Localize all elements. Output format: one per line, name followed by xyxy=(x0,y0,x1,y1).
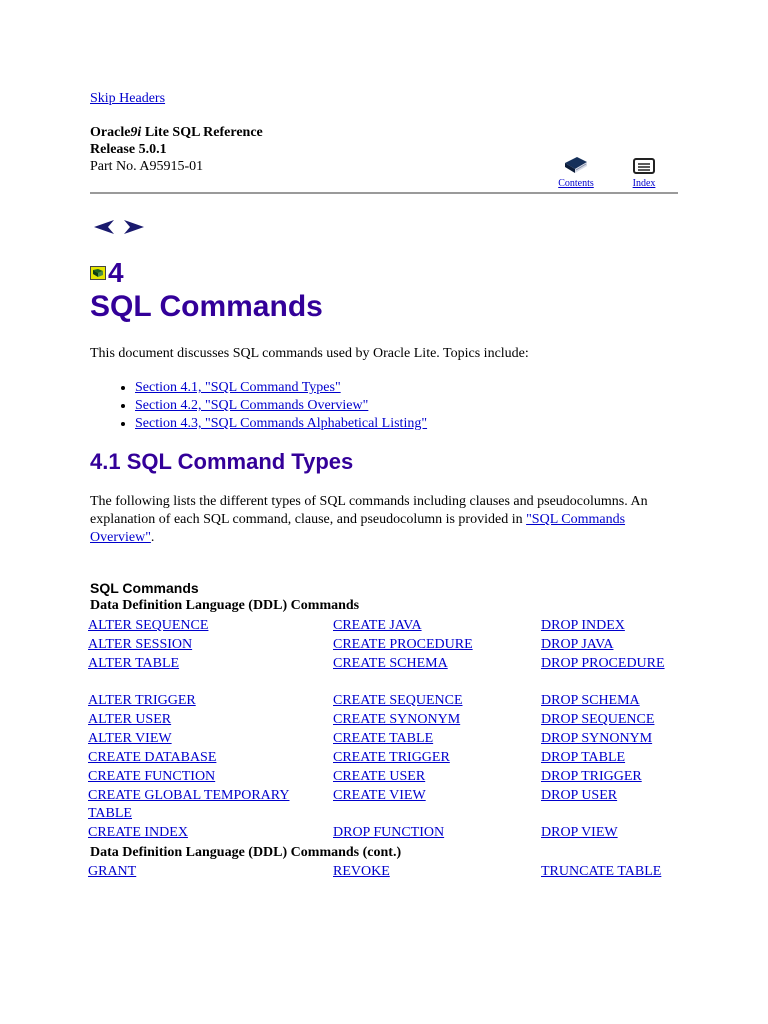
table-cell xyxy=(541,768,691,786)
intro-text: This document discusses SQL commands used by Oracle Lite. Topics include: xyxy=(90,346,529,361)
command-link-create-database[interactable]: CREATE DATABASE xyxy=(88,750,217,765)
table-row xyxy=(88,863,688,882)
index-nav-link[interactable]: Index xyxy=(626,156,662,189)
chapter-book-icon xyxy=(90,266,106,283)
table-cell xyxy=(333,636,533,654)
command-link-truncate-table[interactable]: TRUNCATE TABLE xyxy=(541,864,662,879)
contents-nav-link[interactable]: Contents xyxy=(556,154,596,189)
table-row xyxy=(88,692,688,711)
table-cell xyxy=(541,749,691,767)
ddl-commands-table xyxy=(88,617,688,843)
table-cell xyxy=(88,824,318,842)
table-cell xyxy=(541,655,691,673)
command-link-drop-schema[interactable]: DROP SCHEMA xyxy=(541,693,640,708)
table-cell xyxy=(88,730,318,748)
command-link-drop-synonym[interactable]: DROP SYNONYM xyxy=(541,731,653,746)
table-row xyxy=(88,749,688,768)
previous-arrow-icon[interactable] xyxy=(93,218,115,241)
command-link-create-view[interactable]: CREATE VIEW xyxy=(333,788,426,803)
command-link-alter-user[interactable]: ALTER USER xyxy=(88,712,172,727)
command-link-create-user[interactable]: CREATE USER xyxy=(333,769,426,784)
command-link-drop-trigger[interactable]: DROP TRIGGER xyxy=(541,769,642,784)
release-number: Release 5.0.1 xyxy=(90,142,167,157)
section-paragraph: The following lists the different types of SQL commands including clauses and pseudocolumns. An explanation of each SQL command, clause, and pseudocolumn is provided in "SQL Commands Overview". xyxy=(90,494,648,545)
index-icon xyxy=(632,156,656,176)
table-cell xyxy=(541,636,691,654)
table-cell xyxy=(333,711,533,729)
table-row xyxy=(88,824,688,843)
table-row xyxy=(88,636,688,655)
ddl-cont-label: Data Definition Language (DDL) Commands (cont.) xyxy=(90,845,402,860)
section-heading: 4.1 SQL Command Types xyxy=(90,449,354,474)
command-link-create-trigger[interactable]: CREATE TRIGGER xyxy=(333,750,450,765)
command-link-create-sequence[interactable]: CREATE SEQUENCE xyxy=(333,693,463,708)
skip-headers-link[interactable]: Skip Headers xyxy=(90,91,166,106)
chapter-heading xyxy=(90,257,124,289)
table-cell xyxy=(541,863,691,881)
list-item xyxy=(135,379,427,397)
list-item xyxy=(135,397,427,415)
topics-list xyxy=(110,379,427,433)
command-link-create-table[interactable]: CREATE TABLE xyxy=(333,731,434,746)
table-cell xyxy=(541,824,691,842)
chapter-title: SQL Commands xyxy=(90,290,323,323)
command-link-alter-sequence[interactable]: ALTER SEQUENCE xyxy=(88,618,209,633)
topic-link-4-2[interactable]: Section 4.2, "SQL Commands Overview" xyxy=(135,398,369,413)
table-cell xyxy=(88,636,318,654)
ddl-label: Data Definition Language (DDL) Commands xyxy=(90,598,360,613)
page-nav-arrows xyxy=(93,218,149,241)
table-cell xyxy=(541,730,691,748)
command-link-alter-session[interactable]: ALTER SESSION xyxy=(88,637,193,652)
topic-link-4-3[interactable]: Section 4.3, "SQL Commands Alphabetical Listing" xyxy=(135,416,428,431)
table-cell xyxy=(541,787,691,805)
command-link-create-function[interactable]: CREATE FUNCTION xyxy=(88,769,216,784)
ddl-commands-cont-table xyxy=(88,863,688,882)
list-item xyxy=(135,415,427,433)
command-link-create-global-temporary-table[interactable]: CREATE GLOBAL TEMPORARY TABLE xyxy=(88,788,290,821)
book-icon xyxy=(562,154,590,176)
table-cell xyxy=(333,749,533,767)
table-cell xyxy=(541,617,691,635)
command-link-create-schema[interactable]: CREATE SCHEMA xyxy=(333,656,448,671)
table-cell xyxy=(541,711,691,729)
command-link-grant[interactable]: GRANT xyxy=(88,864,137,879)
table-caption: SQL Commands xyxy=(90,580,199,596)
topic-link-4-1[interactable]: Section 4.1, "SQL Command Types" xyxy=(135,380,341,395)
command-link-create-index[interactable]: CREATE INDEX xyxy=(88,825,188,840)
table-cell xyxy=(88,863,318,881)
command-link-drop-sequence[interactable]: DROP SEQUENCE xyxy=(541,712,655,727)
commands-overview-link[interactable]: "SQL Commands Overview" xyxy=(90,512,626,545)
table-cell xyxy=(88,655,318,673)
table-row xyxy=(88,617,688,636)
command-link-create-procedure[interactable]: CREATE PROCEDURE xyxy=(333,637,473,652)
table-cell xyxy=(88,617,318,635)
table-cell xyxy=(333,787,533,805)
table-cell xyxy=(88,768,318,786)
table-cell xyxy=(88,711,318,729)
command-link-drop-function[interactable]: DROP FUNCTION xyxy=(333,825,445,840)
command-link-create-synonym[interactable]: CREATE SYNONYM xyxy=(333,712,461,727)
part-number: Part No. A95915-01 xyxy=(90,159,204,174)
table-cell xyxy=(88,749,318,767)
command-link-create-java[interactable]: CREATE JAVA xyxy=(333,618,422,633)
table-cell xyxy=(333,730,533,748)
command-link-drop-view[interactable]: DROP VIEW xyxy=(541,825,618,840)
command-link-alter-table[interactable]: ALTER TABLE xyxy=(88,656,180,671)
command-link-drop-index[interactable]: DROP INDEX xyxy=(541,618,625,633)
chapter-number: 4 xyxy=(108,257,124,288)
command-link-drop-procedure[interactable]: DROP PROCEDURE xyxy=(541,656,665,671)
table-row xyxy=(88,768,688,787)
table-row xyxy=(88,711,688,730)
table-cell xyxy=(333,617,533,635)
header-divider xyxy=(90,192,678,194)
command-link-drop-user[interactable]: DROP USER xyxy=(541,788,618,803)
table-cell xyxy=(88,787,318,823)
table-cell xyxy=(541,692,691,710)
table-row xyxy=(88,787,688,824)
command-link-drop-java[interactable]: DROP JAVA xyxy=(541,637,614,652)
table-cell xyxy=(333,824,533,842)
table-row xyxy=(88,655,688,692)
command-link-alter-trigger[interactable]: ALTER TRIGGER xyxy=(88,693,196,708)
table-row xyxy=(88,730,688,749)
table-cell xyxy=(333,655,533,673)
next-arrow-icon[interactable] xyxy=(123,218,145,241)
table-cell xyxy=(333,863,533,881)
table-cell xyxy=(88,692,318,710)
command-link-revoke[interactable]: REVOKE xyxy=(333,864,390,879)
table-cell xyxy=(333,768,533,786)
table-cell xyxy=(333,692,533,710)
document-title: Oracle9i Lite SQL Reference xyxy=(90,125,263,140)
command-link-drop-table[interactable]: DROP TABLE xyxy=(541,750,626,765)
command-link-alter-view[interactable]: ALTER VIEW xyxy=(88,731,172,746)
